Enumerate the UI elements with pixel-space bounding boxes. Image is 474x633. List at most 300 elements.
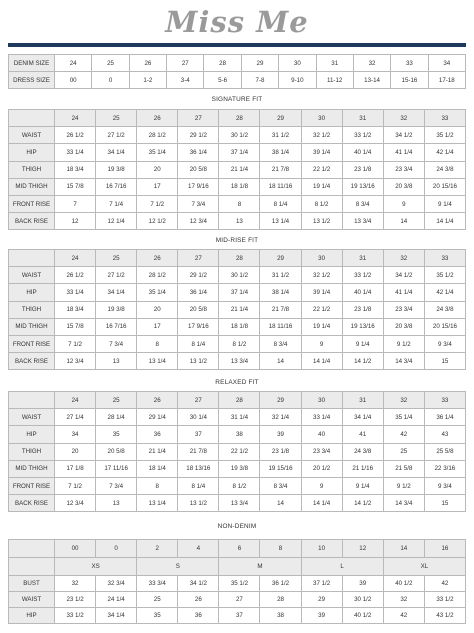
column-header: 31 [342, 250, 383, 267]
table-cell: 37 [219, 608, 260, 624]
table-cell: 7 3/4 [178, 195, 219, 212]
header-row [9, 392, 466, 409]
table-cell: 42 [383, 608, 424, 624]
table-cell: 13 3/4 [219, 495, 260, 512]
table-cell: 7 1/2 [137, 195, 178, 212]
row-label: WAIST [9, 267, 55, 284]
table-cell: 13 1/2 [178, 495, 219, 512]
mid-rise-fit-table [8, 249, 466, 370]
table-row [9, 267, 466, 284]
table-cell: 17 9/16 [178, 178, 219, 195]
table-cell: 8 1/4 [178, 335, 219, 352]
column-header: 32 [383, 392, 424, 409]
corner-cell [9, 540, 55, 558]
column-header: 33 [424, 250, 465, 267]
table-cell: 29 1/4 [137, 409, 178, 426]
table-cell: 42 [383, 426, 424, 443]
table-cell: 20 [137, 301, 178, 318]
table-cell: 13 1/2 [301, 213, 342, 230]
table-cell: 13 1/4 [137, 353, 178, 370]
table-cell: 13 [96, 495, 137, 512]
table-cell: 39 1/4 [301, 144, 342, 161]
table-cell: 35 1/4 [137, 144, 178, 161]
row-label: THIGH [9, 443, 55, 460]
table-cell: 13 1/4 [260, 213, 301, 230]
table-cell: 8 1/4 [178, 477, 219, 494]
header-row [9, 110, 466, 127]
column-header: 10 [301, 540, 342, 558]
column-header: 26 [137, 110, 178, 127]
signature-fit-table [8, 109, 466, 230]
table-cell: 27 1/2 [96, 267, 137, 284]
table-cell: 41 [342, 426, 383, 443]
table-cell: 8 1/2 [301, 195, 342, 212]
table-cell: 8 3/4 [260, 335, 301, 352]
column-header: 25 [96, 250, 137, 267]
table-cell: 22 1/2 [219, 443, 260, 460]
table-cell: 36 1/4 [424, 409, 465, 426]
row-label: WAIST [9, 409, 55, 426]
table-cell: 9 3/4 [424, 335, 465, 352]
table-cell: 28 [204, 55, 241, 72]
table-cell: 34 [428, 55, 465, 72]
table-cell: 21 7/8 [178, 443, 219, 460]
table-cell: 29 [241, 55, 278, 72]
table-cell: 19 3/8 [96, 161, 137, 178]
table-cell: 9 1/4 [342, 477, 383, 494]
table-cell: 14 1/4 [424, 213, 465, 230]
table-cell: 21 7/8 [260, 301, 301, 318]
table-cell: 36 1/2 [260, 576, 301, 592]
table-cell: 18 13/16 [178, 460, 219, 477]
table-cell: 20 3/8 [383, 318, 424, 335]
table-cell: 20 5/8 [178, 301, 219, 318]
table-cell: 36 [178, 608, 219, 624]
table-cell: 13 1/2 [178, 353, 219, 370]
table-cell: 22 1/2 [301, 161, 342, 178]
table-cell: 23 1/8 [342, 161, 383, 178]
table-row [9, 495, 466, 512]
table-row [9, 195, 466, 212]
size-group-header: S [137, 558, 219, 576]
row-label: DRESS SIZE [9, 72, 55, 89]
corner-cell [9, 392, 55, 409]
table-cell: 17 1/8 [55, 460, 96, 477]
table-cell: 37 [178, 426, 219, 443]
table-cell: 7 1/2 [55, 477, 96, 494]
table-cell: 13 3/4 [219, 353, 260, 370]
fit-title-relaxed: RELAXED FIT [215, 379, 259, 386]
table-cell: 33 1/4 [55, 284, 96, 301]
row-label: FRONT RISE [9, 477, 55, 494]
column-header: 31 [342, 110, 383, 127]
relaxed-fit-table [8, 391, 466, 512]
table-cell: 8 1/4 [260, 195, 301, 212]
table-row [9, 318, 466, 335]
table-cell: 40 1/2 [383, 576, 424, 592]
table-cell: 30 1/2 [219, 127, 260, 144]
table-cell: 14 1/2 [342, 353, 383, 370]
table-cell: 37 1/4 [219, 144, 260, 161]
table-cell: 24 3/8 [424, 161, 465, 178]
table-cell: 3-4 [167, 72, 204, 89]
table-cell: 33 1/2 [55, 608, 96, 624]
table-cell: 21 1/4 [219, 301, 260, 318]
table-cell: 35 1/2 [424, 267, 465, 284]
table-cell: 9 [383, 195, 424, 212]
table-row [9, 284, 466, 301]
column-header: 25 [96, 110, 137, 127]
table-cell: 17 [137, 318, 178, 335]
table-cell: 19 3/8 [219, 460, 260, 477]
table-cell: 30 1/4 [178, 409, 219, 426]
column-header: 30 [301, 110, 342, 127]
table-cell: 26 1/2 [55, 127, 96, 144]
size-group-header: L [301, 558, 383, 576]
table-cell: 18 11/16 [260, 178, 301, 195]
table-cell: 43 [424, 426, 465, 443]
table-row [9, 335, 466, 352]
table-cell: 20 15/16 [424, 318, 465, 335]
column-header: 0 [96, 540, 137, 558]
table-cell: 20 1/2 [301, 460, 342, 477]
table-cell: 20 5/8 [96, 443, 137, 460]
table-cell: 24 [55, 55, 92, 72]
table-cell: 12 1/4 [96, 213, 137, 230]
table-row [9, 608, 466, 624]
column-header: 33 [424, 110, 465, 127]
table-cell: 25 [137, 592, 178, 608]
table-cell: 40 [301, 426, 342, 443]
table-cell: 12 3/4 [178, 213, 219, 230]
table-cell: 7 1/2 [55, 335, 96, 352]
table-cell: 9 1/2 [383, 335, 424, 352]
table-cell: 9 [301, 335, 342, 352]
fit-title-mid-rise: MID-RISE FIT [215, 237, 259, 244]
table-cell: 13 1/4 [137, 495, 178, 512]
table-cell: 40 1/4 [342, 144, 383, 161]
row-label: THIGH [9, 301, 55, 318]
table-cell: 5-6 [204, 72, 241, 89]
table-cell: 28 [260, 592, 301, 608]
table-cell: 8 1/2 [219, 335, 260, 352]
table-cell: 14 [260, 495, 301, 512]
table-cell: 32 1/2 [301, 267, 342, 284]
table-row [9, 592, 466, 608]
table-cell: 32 [383, 592, 424, 608]
row-label: FRONT RISE [9, 195, 55, 212]
table-cell: 17-18 [428, 72, 465, 89]
column-header: 28 [219, 110, 260, 127]
table-cell: 29 1/2 [178, 267, 219, 284]
table-cell: 35 1/4 [383, 409, 424, 426]
table-cell: 37 1/4 [219, 284, 260, 301]
table-cell: 31 1/4 [219, 409, 260, 426]
corner-cell [9, 250, 55, 267]
table-cell: 7 3/4 [96, 477, 137, 494]
table-cell: 38 1/4 [260, 144, 301, 161]
table-cell: 9 [301, 477, 342, 494]
size-group-header: M [219, 558, 301, 576]
table-cell: 9 1/4 [342, 335, 383, 352]
table-cell: 43 1/2 [424, 608, 465, 624]
column-header: 2 [137, 540, 178, 558]
table-cell: 28 1/2 [137, 267, 178, 284]
table-cell: 7 1/4 [96, 195, 137, 212]
table-row [9, 72, 466, 89]
row-label: MID THIGH [9, 318, 55, 335]
table-cell: 18 1/8 [219, 178, 260, 195]
table-cell: 21 5/8 [383, 460, 424, 477]
table-row [9, 477, 466, 494]
row-label: BACK RISE [9, 495, 55, 512]
table-row [9, 55, 466, 72]
column-header: 25 [96, 392, 137, 409]
table-cell: 22 1/2 [301, 301, 342, 318]
table-cell: 14 1/4 [301, 353, 342, 370]
column-header: 33 [424, 392, 465, 409]
row-label: FRONT RISE [9, 335, 55, 352]
brand-logo: Miss Me [165, 5, 309, 39]
header-row [9, 540, 466, 558]
table-cell: 26 [129, 55, 166, 72]
table-cell: 33 [391, 55, 428, 72]
table-cell: 42 [424, 576, 465, 592]
table-cell: 17 9/16 [178, 318, 219, 335]
table-cell: 12 3/4 [55, 353, 96, 370]
header-row [9, 250, 466, 267]
table-cell: 36 1/4 [178, 284, 219, 301]
table-cell: 32 [353, 55, 390, 72]
table-cell: 8 [219, 195, 260, 212]
table-cell: 32 1/2 [301, 127, 342, 144]
table-cell: 40 1/2 [342, 608, 383, 624]
table-row [9, 178, 466, 195]
table-cell: 17 11/16 [96, 460, 137, 477]
table-cell: 24 3/8 [342, 443, 383, 460]
table-cell: 7 [55, 195, 96, 212]
table-cell: 38 [219, 426, 260, 443]
table-cell: 42 1/4 [424, 144, 465, 161]
table-cell: 8 3/4 [342, 195, 383, 212]
table-cell: 33 3/4 [137, 576, 178, 592]
table-row [9, 443, 466, 460]
table-cell: 17 [137, 178, 178, 195]
table-cell: 14 1/2 [342, 495, 383, 512]
table-cell: 22 3/16 [424, 460, 465, 477]
table-cell: 29 1/2 [178, 127, 219, 144]
table-cell: 18 1/8 [219, 318, 260, 335]
table-cell: 19 1/4 [301, 178, 342, 195]
table-cell: 15 7/8 [55, 178, 96, 195]
table-row [9, 213, 466, 230]
table-cell: 40 1/4 [342, 284, 383, 301]
column-header: 29 [260, 250, 301, 267]
table-cell: 16 7/16 [96, 318, 137, 335]
table-row [9, 426, 466, 443]
table-cell: 00 [55, 72, 92, 89]
table-cell: 38 [260, 608, 301, 624]
table-cell: 23 3/4 [301, 443, 342, 460]
table-cell: 19 13/16 [342, 178, 383, 195]
column-header: 24 [55, 392, 96, 409]
column-header: 16 [424, 540, 465, 558]
size-group-header: XS [55, 558, 137, 576]
table-cell: 34 1/2 [178, 576, 219, 592]
row-label: MID THIGH [9, 460, 55, 477]
table-cell: 33 1/2 [342, 127, 383, 144]
column-header: 27 [178, 250, 219, 267]
table-cell: 36 [137, 426, 178, 443]
non-denim-table [8, 539, 466, 624]
table-cell: 38 1/4 [260, 284, 301, 301]
table-cell: 1-2 [129, 72, 166, 89]
table-cell: 7-8 [241, 72, 278, 89]
table-cell: 15-16 [391, 72, 428, 89]
table-cell: 35 1/2 [424, 127, 465, 144]
table-cell: 31 1/2 [260, 127, 301, 144]
table-cell: 29 [301, 592, 342, 608]
table-cell: 27 [219, 592, 260, 608]
size-group-row [9, 558, 466, 576]
table-cell: 30 [279, 55, 316, 72]
table-cell: 20 15/16 [424, 178, 465, 195]
table-cell: 14 3/4 [383, 353, 424, 370]
table-cell: 15 7/8 [55, 318, 96, 335]
table-cell: 21 1/16 [342, 460, 383, 477]
row-label: WAIST [9, 127, 55, 144]
table-cell: 15 [424, 495, 465, 512]
table-cell: 19 13/16 [342, 318, 383, 335]
table-cell: 14 3/4 [383, 495, 424, 512]
table-cell: 34 1/4 [96, 284, 137, 301]
column-header: 4 [178, 540, 219, 558]
table-cell: 36 1/4 [178, 144, 219, 161]
table-cell: 14 1/4 [301, 495, 342, 512]
column-header: 32 [383, 250, 424, 267]
table-cell: 20 [55, 443, 96, 460]
row-label: HIP [9, 284, 55, 301]
size-conversion-table [8, 54, 466, 89]
table-cell: 8 3/4 [260, 477, 301, 494]
table-cell: 13 3/4 [342, 213, 383, 230]
table-cell: 33 1/2 [424, 592, 465, 608]
column-header: 26 [137, 392, 178, 409]
table-cell: 31 [316, 55, 353, 72]
table-cell: 39 [301, 608, 342, 624]
corner-cell [9, 110, 55, 127]
table-cell: 34 1/2 [383, 127, 424, 144]
table-cell: 34 [55, 426, 96, 443]
column-header: 00 [55, 540, 96, 558]
table-cell: 18 3/4 [55, 161, 96, 178]
table-cell: 9-10 [279, 72, 316, 89]
table-cell: 21 1/4 [219, 161, 260, 178]
table-cell: 20 3/8 [383, 178, 424, 195]
column-header: 29 [260, 110, 301, 127]
table-row [9, 161, 466, 178]
table-cell: 26 1/2 [55, 267, 96, 284]
column-header: 26 [137, 250, 178, 267]
table-cell: 7 3/4 [96, 335, 137, 352]
table-cell: 19 3/8 [96, 301, 137, 318]
table-cell: 33 1/2 [342, 267, 383, 284]
table-cell: 23 3/4 [383, 301, 424, 318]
column-header: 29 [260, 392, 301, 409]
fit-title-signature: SIGNATURE FIT [211, 96, 263, 103]
table-cell: 25 [383, 443, 424, 460]
table-cell: 8 [137, 335, 178, 352]
row-label: HIP [9, 144, 55, 161]
table-cell: 39 [342, 576, 383, 592]
corner-cell [9, 558, 55, 576]
table-row [9, 409, 466, 426]
table-cell: 31 1/2 [260, 267, 301, 284]
column-header: 32 [383, 110, 424, 127]
table-cell: 35 1/2 [219, 576, 260, 592]
table-cell: 23 1/2 [55, 592, 96, 608]
column-header: 8 [260, 540, 301, 558]
table-cell: 24 1/4 [96, 592, 137, 608]
table-cell: 35 1/4 [137, 284, 178, 301]
table-cell: 14 [260, 353, 301, 370]
row-label: BUST [9, 576, 55, 592]
row-label: MID THIGH [9, 178, 55, 195]
table-row [9, 576, 466, 592]
table-cell: 34 1/2 [383, 267, 424, 284]
table-cell: 13 [219, 213, 260, 230]
table-cell: 41 1/4 [383, 284, 424, 301]
table-cell: 27 [167, 55, 204, 72]
table-cell: 30 1/2 [342, 592, 383, 608]
column-header: 27 [178, 110, 219, 127]
table-cell: 19 1/4 [301, 318, 342, 335]
table-cell: 21 1/4 [137, 443, 178, 460]
non-denim-title: NON-DENIM [217, 523, 257, 530]
table-cell: 12 [55, 213, 96, 230]
table-cell: 41 1/4 [383, 144, 424, 161]
table-cell: 33 1/4 [55, 144, 96, 161]
table-cell: 33 1/4 [301, 409, 342, 426]
table-cell: 9 1/4 [424, 195, 465, 212]
header-divider [8, 43, 466, 47]
table-cell: 12 1/2 [137, 213, 178, 230]
column-header: 12 [342, 540, 383, 558]
table-cell: 13-14 [353, 72, 390, 89]
row-label: WAIST [9, 592, 55, 608]
table-cell: 34 1/4 [342, 409, 383, 426]
table-cell: 23 1/8 [260, 443, 301, 460]
column-header: 28 [219, 250, 260, 267]
table-cell: 35 [137, 608, 178, 624]
table-cell: 13 [96, 353, 137, 370]
table-cell: 0 [92, 72, 129, 89]
column-header: 14 [383, 540, 424, 558]
table-row [9, 353, 466, 370]
row-label: BACK RISE [9, 213, 55, 230]
column-header: 24 [55, 110, 96, 127]
column-header: 6 [219, 540, 260, 558]
table-cell: 18 1/4 [137, 460, 178, 477]
table-cell: 21 7/8 [260, 161, 301, 178]
table-cell: 23 1/8 [342, 301, 383, 318]
table-cell: 12 3/4 [55, 495, 96, 512]
table-cell: 9 3/4 [424, 477, 465, 494]
row-label: BACK RISE [9, 353, 55, 370]
table-cell: 20 [137, 161, 178, 178]
table-cell: 9 1/2 [383, 477, 424, 494]
column-header: 30 [301, 250, 342, 267]
